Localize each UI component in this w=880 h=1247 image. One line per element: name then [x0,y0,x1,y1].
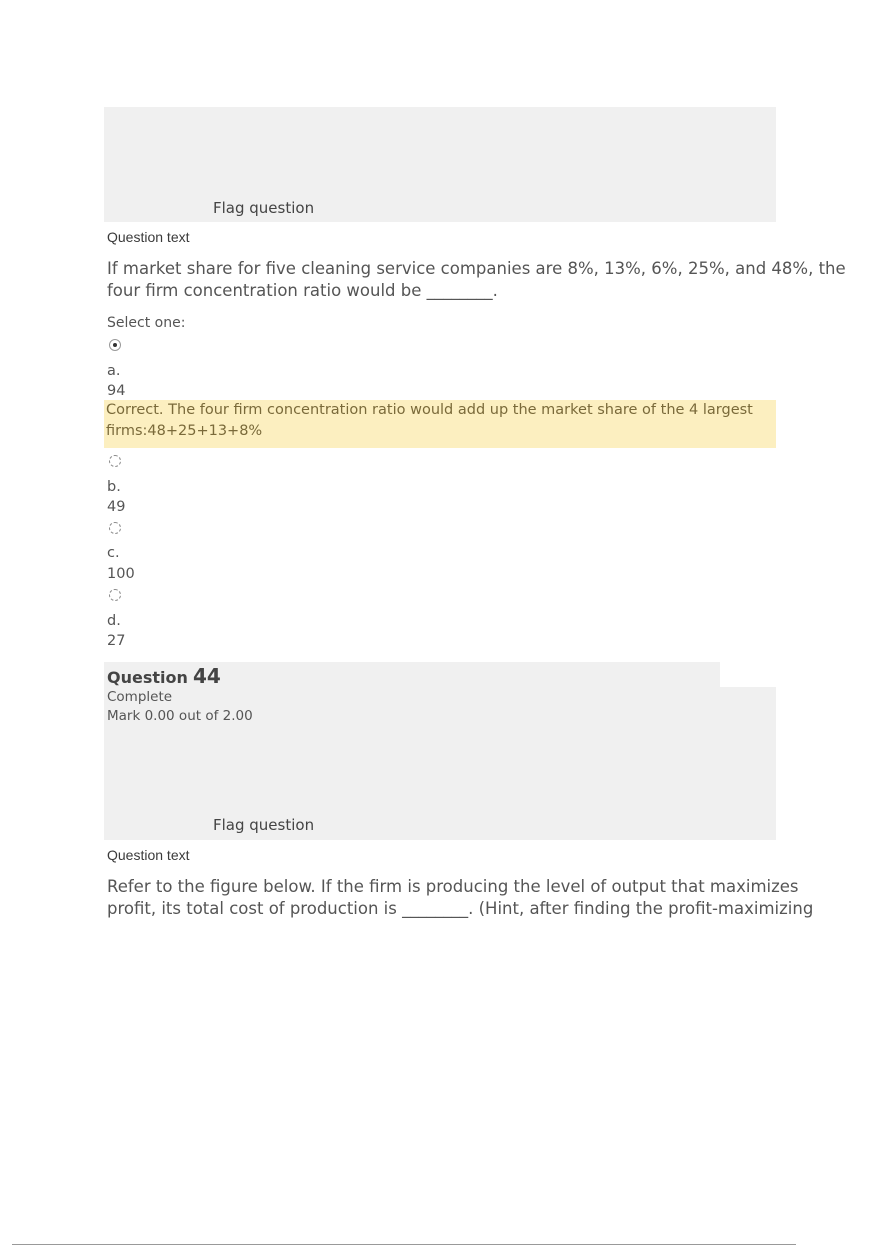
option-b-value: 49 [107,499,126,515]
question-number: 44 [192,664,221,688]
page-footer-rule [12,1244,796,1245]
question-mark: Mark 0.00 out of 2.00 [107,708,253,724]
question-text-label: Question text [107,229,190,245]
feedback-line-1: Correct. The four firm concentration ratio would add up the market share of the 4 largest [106,402,753,418]
answer-feedback [104,400,776,448]
option-a-value: 94 [107,383,126,399]
feedback-line-2: firms:48+25+13+8% [106,423,263,439]
option-c-value: 100 [107,566,135,582]
question-text-line-1: Refer to the figure below. If the firm is producing the level of output that maximizes [107,877,799,896]
select-one-label: Select one: [107,315,186,331]
question-43-info-block [104,107,776,222]
flag-question-link[interactable]: Flag question [213,199,315,217]
question-text-line-2: profit, its total cost of production is ________. (Hint, after finding the profit-maximizing [107,899,814,918]
question-text-label: Question text [107,847,190,863]
question-state: Complete [107,689,173,705]
question-heading-word: Question [107,668,188,687]
option-b-letter: b. [107,479,121,495]
option-a-letter: a. [107,363,121,379]
option-c-letter: c. [107,545,120,561]
question-text-line-2: four firm concentration ratio would be ________. [107,281,498,300]
flag-question-link[interactable]: Flag question [213,816,315,834]
option-a-radio[interactable] [109,339,121,351]
question-44-heading [107,664,221,688]
option-d-radio[interactable] [109,589,121,601]
option-b-radio[interactable] [109,455,121,467]
option-c-radio[interactable] [109,522,121,534]
option-d-value: 27 [107,633,126,649]
option-d-letter: d. [107,613,121,629]
question-text-line-1: If market share for five cleaning service companies are 8%, 13%, 6%, 25%, and 48%, the [107,259,846,278]
